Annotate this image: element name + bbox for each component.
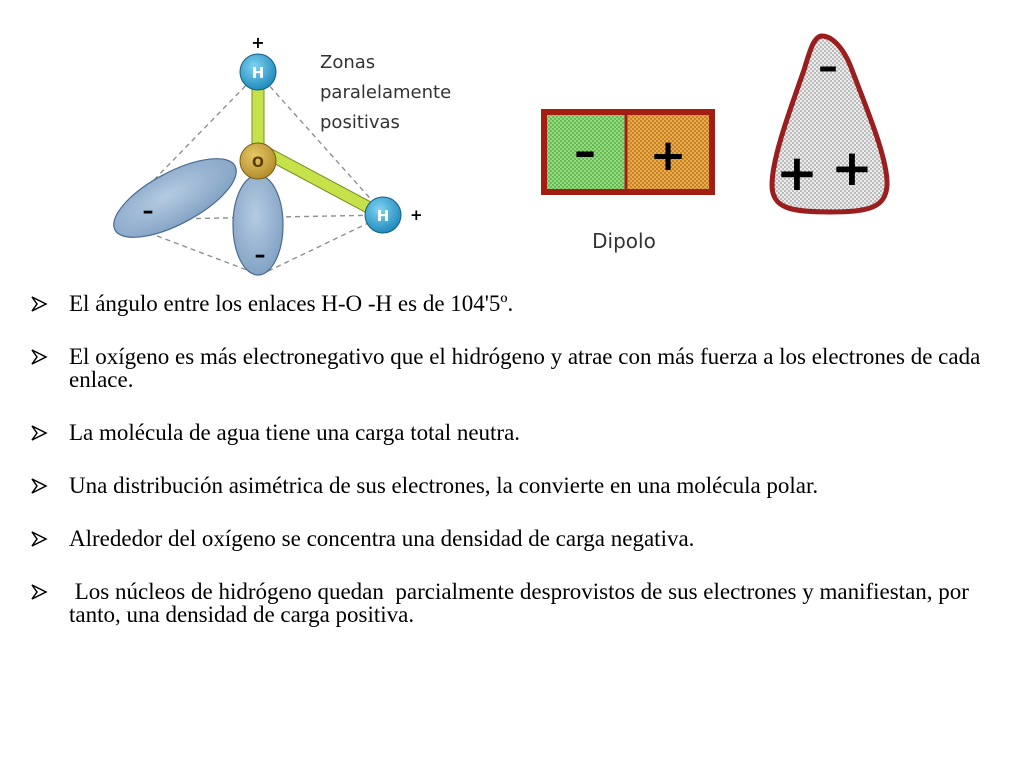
zones-label-line3: positivas [320, 112, 400, 133]
bullet-text: Los núcleos de hidrógeno quedan parcialmente desprovistos de sus electrones y manifiestan, por tanto, una densidad de carga positiva. [69, 579, 975, 627]
dipole-minus-sign: – [574, 126, 596, 177]
hydrogen-label-right: H [376, 207, 390, 225]
arrow-bullet-icon [30, 530, 48, 548]
hydrogen-label-top: H [251, 64, 265, 82]
bullet-item [30, 474, 1000, 497]
bullet-text: Una distribución asimétrica de sus electrones, la convierte en una molécula polar. [69, 473, 819, 498]
charge-plus-top: + [251, 33, 265, 52]
bullet-item [30, 421, 1000, 444]
lone-pair-lobe-left [103, 143, 247, 253]
explanation-bullet-list [30, 292, 1000, 626]
charge-minus-left: – [142, 199, 154, 224]
zones-label-line1: Zonas [320, 52, 376, 73]
arrow-bullet-icon [30, 424, 48, 442]
bullet-item [30, 292, 1000, 315]
drop-minus-sign: – [818, 44, 838, 90]
drop-plus-sign-right: + [831, 139, 873, 197]
zones-label-line2: paralelamente [320, 82, 452, 103]
drop-plus-sign-left: + [776, 144, 818, 202]
arrow-bullet-icon [30, 477, 48, 495]
bullet-text: La molécula de agua tiene una carga total neutra. [69, 420, 521, 445]
bullet-text: El oxígeno es más electronegativo que el hidrógeno y atrae con más fuerza a los electrones de cada enlace. [69, 344, 981, 392]
oxygen-label: O [252, 155, 264, 171]
bullet-text: El ángulo entre los enlaces H-O -H es de 104'5º. [69, 291, 514, 316]
arrow-bullet-icon [30, 583, 48, 601]
dipole-plus-sign: + [649, 130, 687, 181]
water-molecule-diagram [100, 30, 480, 280]
dipole-caption: Dipolo [592, 229, 656, 253]
bullet-item [30, 580, 1000, 626]
dipole-diagram [540, 108, 720, 260]
bullet-text: Alrededor del oxígeno se concentra una densidad de carga negativa. [69, 526, 695, 551]
arrow-bullet-icon [30, 348, 48, 366]
bullet-item [30, 345, 1000, 391]
arrow-bullet-icon [30, 295, 48, 313]
charge-drop-diagram [760, 30, 900, 220]
bullet-item [30, 527, 1000, 550]
charge-minus-bottom: – [254, 243, 266, 268]
charge-plus-right: + [410, 206, 423, 224]
